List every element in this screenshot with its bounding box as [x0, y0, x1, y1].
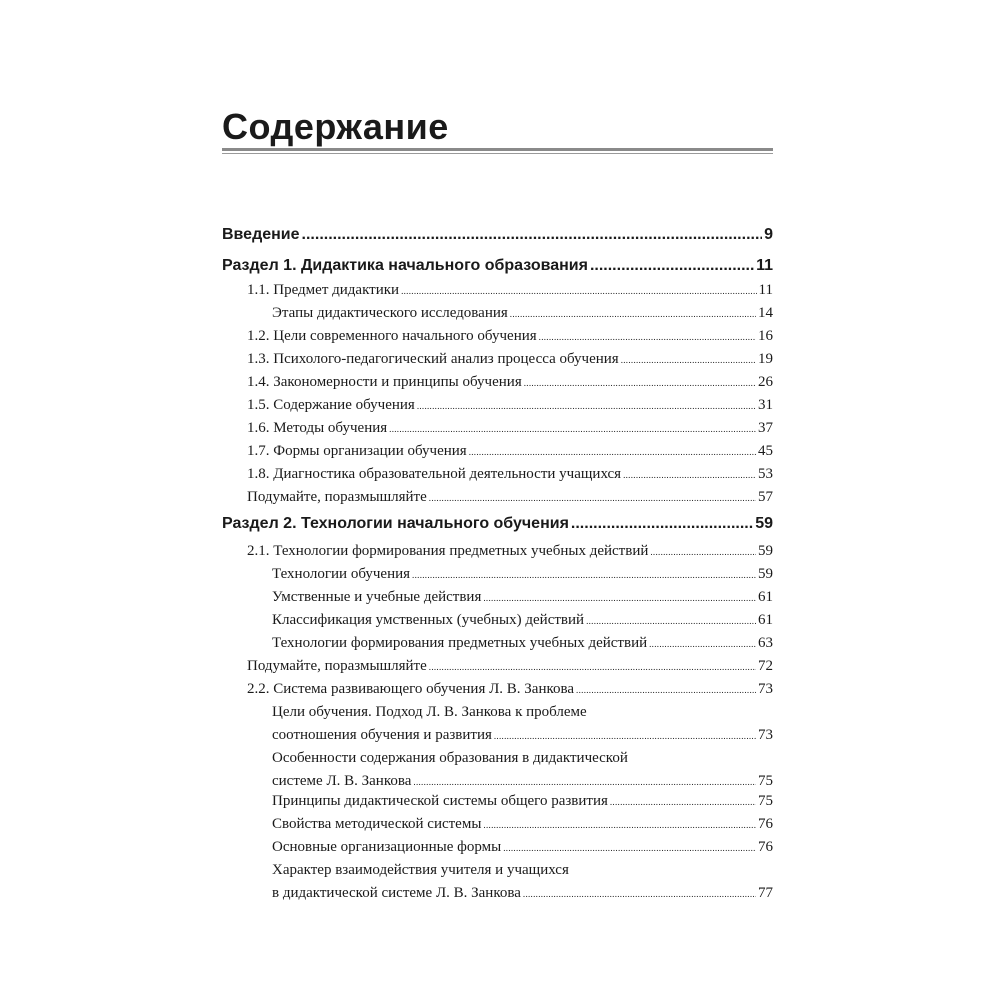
toc-page-number: 75 [758, 773, 773, 789]
toc-entry[interactable] [222, 226, 773, 244]
toc-entry[interactable] [222, 726, 773, 745]
dot-leader [469, 442, 756, 461]
toc-entry-title: Этапы дидактического исследования [272, 305, 508, 321]
title-rule [222, 148, 773, 151]
toc-page-number: 31 [758, 397, 773, 413]
toc-entry[interactable] [222, 350, 773, 369]
toc-page-number: 72 [758, 658, 773, 674]
toc-entry-title: 1.6. Методы обучения [247, 420, 388, 436]
toc-entry[interactable] [222, 419, 773, 438]
toc-entry-title: Умственные и учебные действия [272, 589, 482, 605]
dot-leader [623, 465, 756, 484]
toc-entry-title: Раздел 1. Дидактика начального образования [222, 257, 588, 274]
toc-page-number: 37 [758, 420, 773, 436]
dot-leader [576, 680, 756, 699]
toc-page-number: 73 [758, 727, 773, 743]
toc-page-number: 59 [755, 515, 773, 532]
dot-leader [590, 257, 754, 275]
toc-entry[interactable] [222, 327, 773, 346]
toc-page-number: 11 [756, 257, 773, 274]
toc-entry-title: Классификация умственных (учебных) действий [272, 612, 585, 628]
toc-page-number: 59 [758, 566, 773, 582]
toc-entry[interactable] [222, 611, 773, 630]
toc-entry[interactable] [222, 634, 773, 653]
toc-entry-title: соотношения обучения и развития [272, 727, 492, 743]
toc-entry-title: 1.1. Предмет дидактики [247, 282, 400, 298]
toc-entry[interactable] [222, 565, 773, 584]
toc-entry-title-line: Характер взаимодействия учителя и учащихся [272, 862, 569, 878]
toc-page-number: 61 [758, 589, 773, 605]
toc-entry[interactable] [222, 838, 773, 857]
dot-leader [650, 542, 756, 561]
toc-page-number: 77 [758, 885, 773, 901]
toc-entry-title: 2.2. Система развивающего обучения Л. В. Занкова [247, 681, 575, 697]
title-rule-thin [222, 153, 773, 154]
toc-page-number: 14 [758, 305, 773, 321]
toc-entry[interactable] [222, 373, 773, 392]
dot-leader [401, 281, 756, 300]
toc-page-number: 75 [758, 793, 773, 809]
dot-leader [483, 588, 756, 607]
toc-entry-title: Подумайте, поразмышляйте [247, 658, 427, 674]
toc-page-number: 61 [758, 612, 773, 628]
toc-page-number: 19 [758, 351, 773, 367]
dot-leader [429, 657, 756, 676]
toc-entry[interactable] [222, 588, 773, 607]
toc-entry-title: Основные организационные формы [272, 839, 502, 855]
toc-page-number: 9 [764, 226, 773, 243]
toc-entry-title: 1.2. Цели современного начального обучения [247, 328, 537, 344]
toc-entry[interactable] [222, 884, 773, 903]
toc-entry[interactable] [222, 304, 773, 323]
toc-page-number: 59 [758, 543, 773, 559]
toc-page-number: 16 [758, 328, 773, 344]
toc-entry-title: Раздел 2. Технологии начального обучения [222, 515, 569, 532]
toc-entry-title: 1.4. Закономерности и принципы обучения [247, 374, 522, 390]
toc-entry[interactable] [222, 488, 773, 507]
toc-entry[interactable] [222, 442, 773, 461]
toc-entry-title: 1.5. Содержание обучения [247, 397, 415, 413]
toc-page-number: 53 [758, 466, 773, 482]
toc-entry-title: Технологии обучения [272, 566, 411, 582]
toc-entry-title: 2.1. Технологии формирования предметных учебных действий [247, 543, 649, 559]
toc-entry[interactable] [222, 281, 773, 300]
dot-leader [524, 373, 756, 392]
toc-entry[interactable] [222, 257, 773, 275]
toc-entry-title: системе Л. В. Занкова [272, 773, 412, 789]
toc-entry-title: в дидактической системе Л. В. Занкова [272, 885, 521, 901]
dot-leader [429, 488, 756, 507]
toc-page-number: 26 [758, 374, 773, 390]
toc-page-number: 73 [758, 681, 773, 697]
page-title: Содержание [222, 106, 449, 147]
toc-entry[interactable] [222, 657, 773, 676]
dot-leader [510, 304, 756, 323]
dot-leader [503, 838, 756, 857]
toc-entry-title: Подумайте, поразмышляйте [247, 489, 427, 505]
toc-entry[interactable] [222, 515, 773, 533]
toc-entry[interactable] [222, 465, 773, 484]
toc-entry[interactable] [222, 792, 773, 811]
toc-entry[interactable] [222, 542, 773, 561]
dot-leader [571, 515, 753, 533]
toc-page-number: 76 [758, 839, 773, 855]
toc-page-number: 11 [758, 282, 773, 298]
dot-leader [621, 350, 756, 369]
dot-leader [610, 792, 756, 811]
toc-entry-title: 1.7. Формы организации обучения [247, 443, 467, 459]
dot-leader [412, 565, 756, 584]
toc-entry[interactable] [222, 396, 773, 415]
toc-entry-title-line: Цели обучения. Подход Л. В. Занкова к проблеме [272, 704, 587, 720]
dot-leader [413, 772, 756, 791]
dot-leader [649, 634, 756, 653]
dot-leader [389, 419, 756, 438]
toc-page-number: 63 [758, 635, 773, 651]
toc-entry[interactable] [222, 815, 773, 834]
toc-entry-title: 1.3. Психолого-педагогический анализ процесса обучения [247, 351, 619, 367]
toc-entry-title: Принципы дидактической системы общего развития [272, 793, 608, 809]
dot-leader [523, 884, 756, 903]
toc-entry-title: Введение [222, 226, 300, 243]
dot-leader [417, 396, 756, 415]
dot-leader [494, 726, 756, 745]
dot-leader [302, 226, 763, 244]
toc-entry-title: Свойства методической системы [272, 816, 482, 832]
toc-page-number: 45 [758, 443, 773, 459]
dot-leader [539, 327, 756, 346]
toc-page-number: 76 [758, 816, 773, 832]
toc-entry-title: Технологии формирования предметных учебных действий [272, 635, 648, 651]
toc-entry-title-line: Особенности содержания образования в дидактической [272, 750, 628, 766]
toc-entry-title: 1.8. Диагностика образовательной деятельности учащихся [247, 466, 622, 482]
dot-leader [586, 611, 756, 630]
dot-leader [483, 815, 756, 834]
toc-entry[interactable] [222, 680, 773, 699]
toc-entry[interactable] [222, 772, 773, 791]
toc-page-number: 57 [758, 489, 773, 505]
